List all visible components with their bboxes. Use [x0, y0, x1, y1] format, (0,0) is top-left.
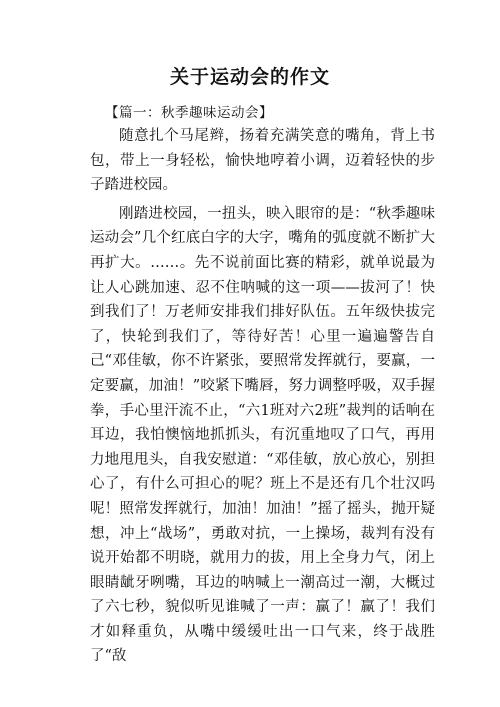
- paragraph: 随意扎个马尾辫，扬着充满笑意的嘴角，背上书包，带上一身轻松，愉快地哼着小调，迈着轻快的步子踏进校园。: [90, 128, 435, 194]
- paragraph: 刚踏进校园，一扭头，映入眼帘的是：“秋季趣味运动会”几个红底白字的大字，嘴角的弧度就不断扩大再扩大。……。先不说前面比赛的精彩，就单说最为让人心跳加速、忍不住呐喊的这一项——拔河了！快到我们了！万老师安排我们排好队伍。五年级快拔完了，快轮到我们了，等待好苦！心里一遍遍警告自己“邓佳敏，你不许紧张，要照常发挥就行，要赢，一定要赢，加油！”咬紧下嘴唇，努力调整呼吸，双手握拳，手心里汗流不止，“六1班对六2班”裁判的话响在耳边，我怕懊恼地抓抓头，有沉重地叹了口气，再用力地甩甩头，自我安慰道：“邓佳敏，放心放心，别担心了，有什么可担心的呢？班上不是还有几个壮汉吗呢！照常发挥就行，加油！加油！”摇了摇头，抛开疑想，冲上“战场”，勇敢对抗，一上操场，裁判有没有说开始都不明晓，就用力的拔，用上全身力气，闭上眼睛龇牙咧嘴，耳边的呐喊上一潮高过一潮，大概过了六七秒，貌似听见谁喊了一声：赢了！赢了！我们才如释重负，从嘴中缓缓吐出一口气来，终于战胜了“敌: [90, 205, 435, 665]
- article-body: [90, 124, 435, 673]
- page-title: 关于运动会的作文: [169, 66, 330, 88]
- section-label: 【篇一：秋季趣味运动会】: [105, 105, 273, 121]
